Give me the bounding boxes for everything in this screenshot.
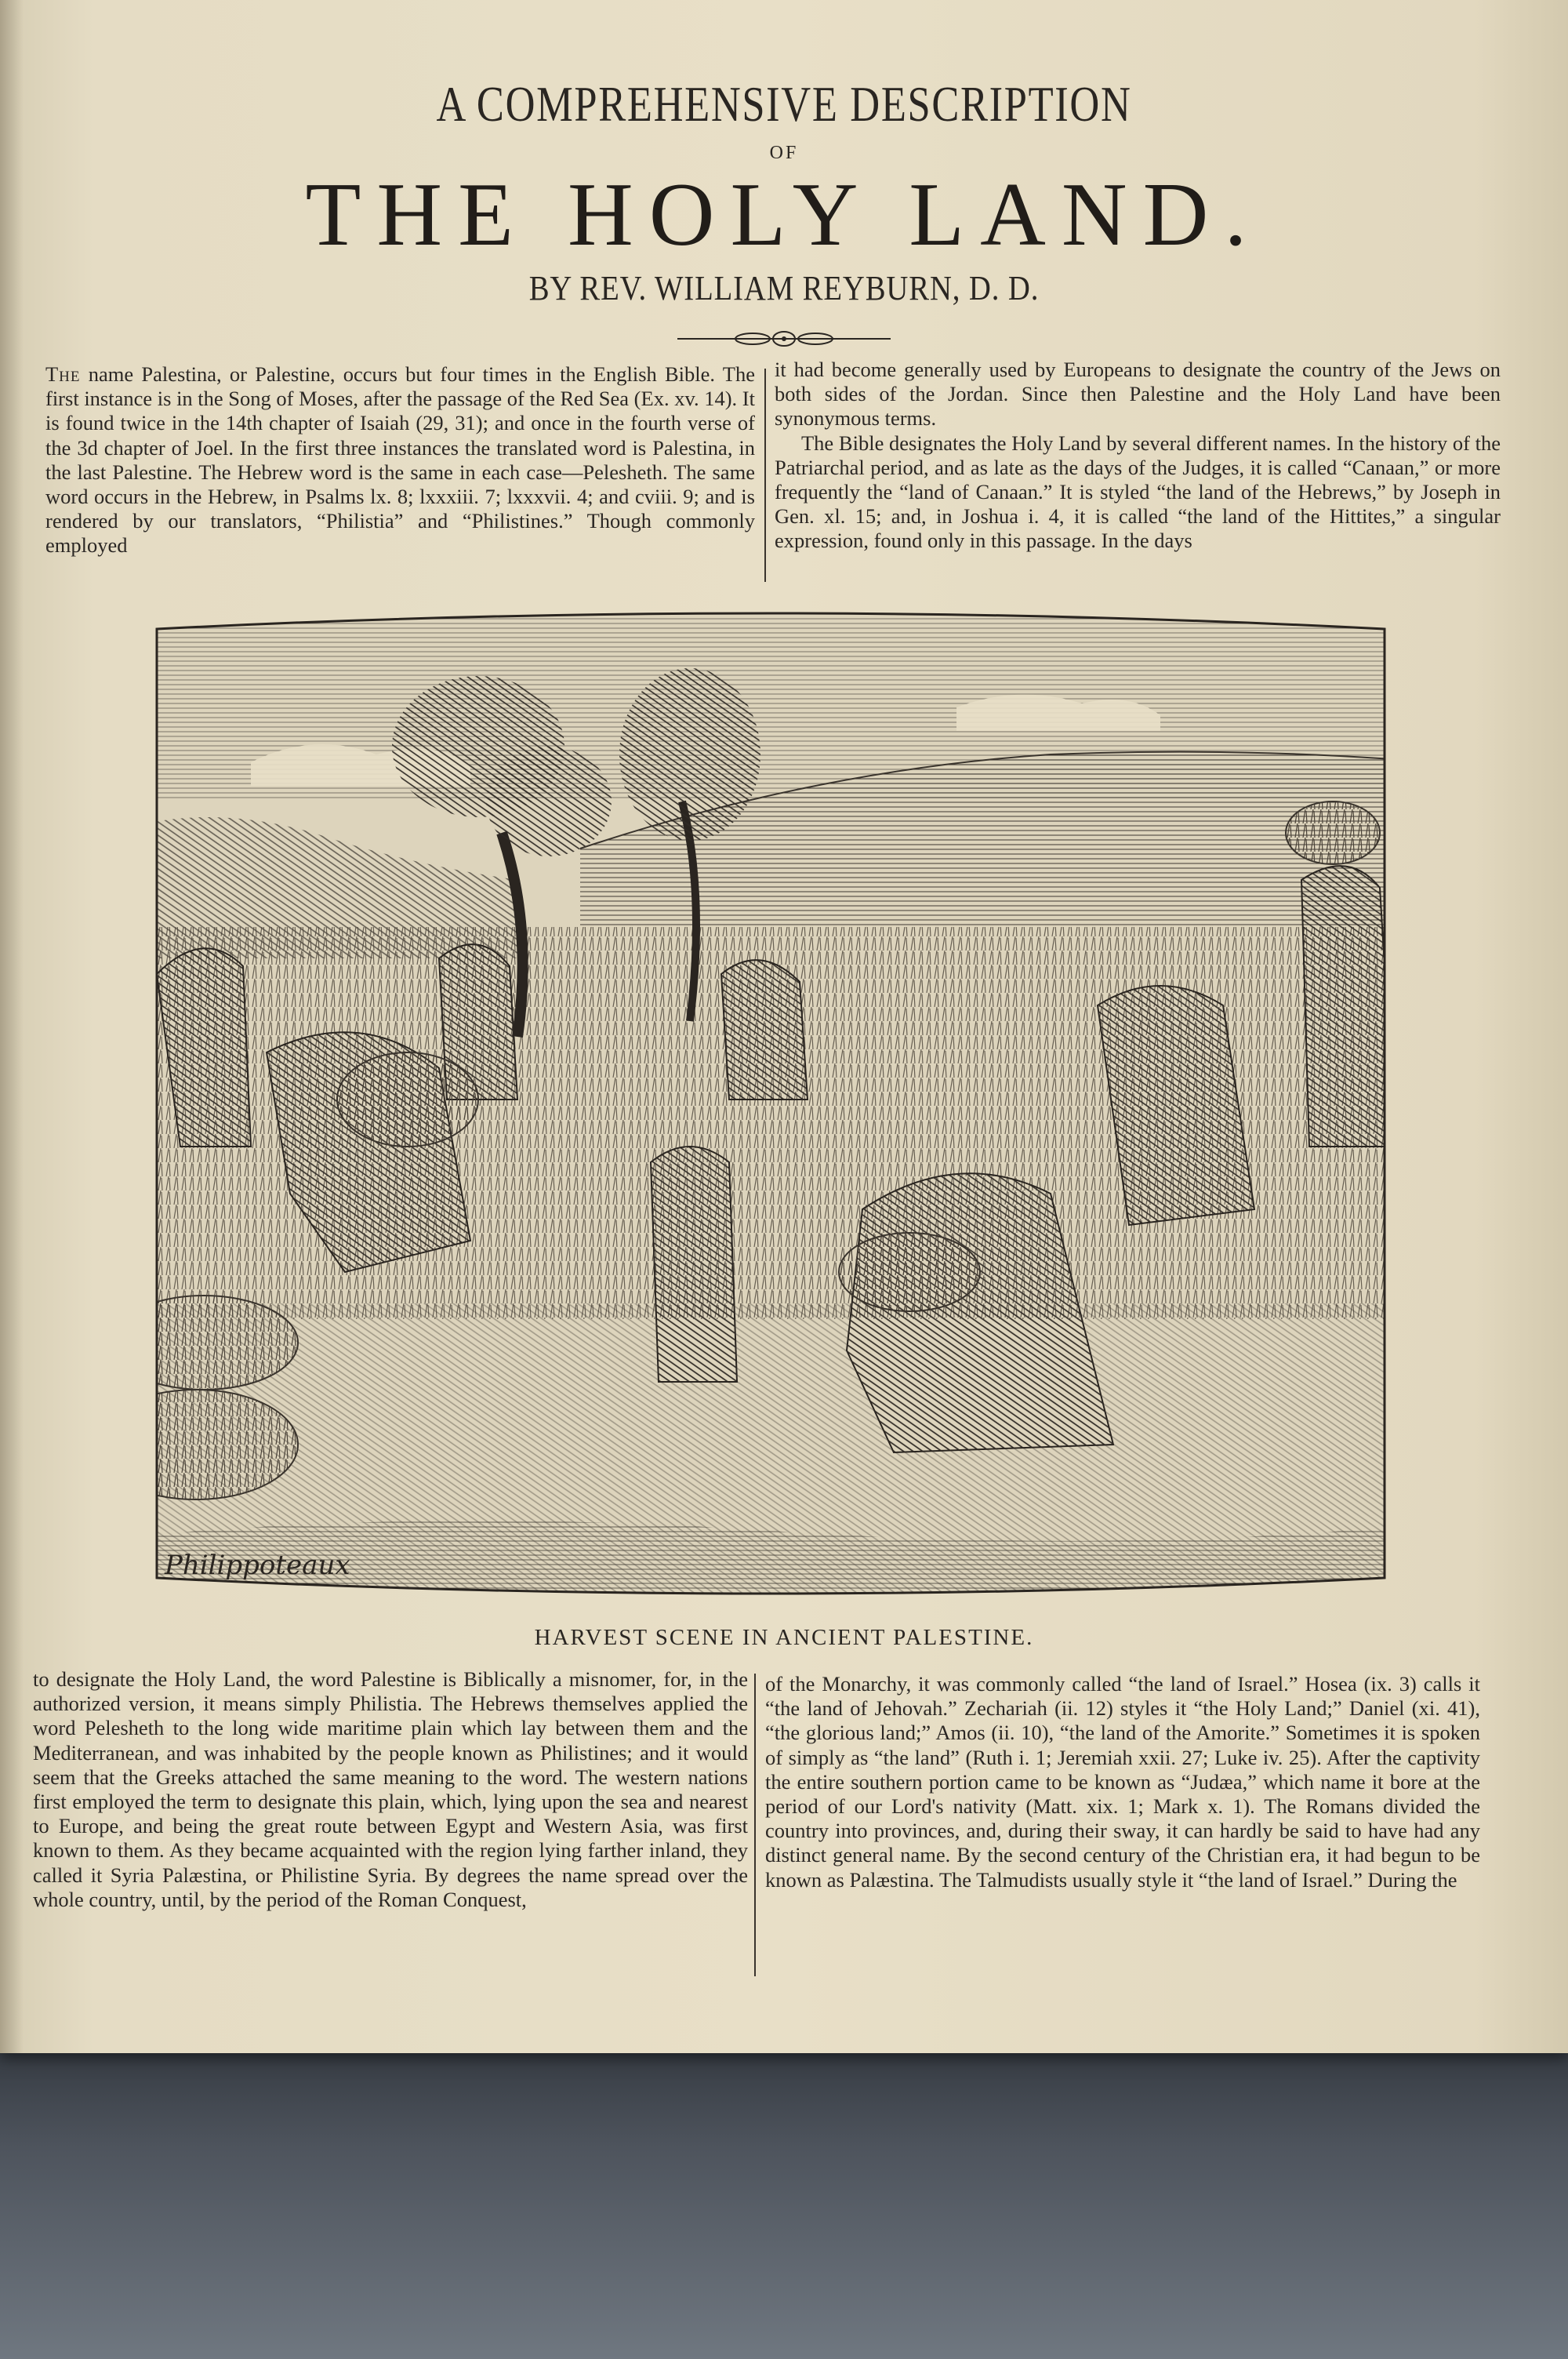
paragraph-text: to designate the Holy Land, the word Palestine is Biblically a misnomer, for, in the authorized version, it means simply Philistia. The Hebrews themselves applied the word Pelesheth to the long wide maritime plain which lay between them and the Mediterranean, and was inhabited by the people known as Philistines; and it would seem that the Greeks attached the same meaning to the word. The western nations first employed the term to designate this plain, which, lying upon the sea and nearest to Europe, and being the great route between Egypt and Western Asia, was first known to them. As they became acquainted with the region lying farther inland, they called it Syria Palæstina, or Philistine Syria. By degrees the name spread over the whole country, until, by the period of the Roman Conquest, xyxy=(33,1667,748,1911)
background-surface xyxy=(0,2008,1568,2359)
article-column-bottom-right xyxy=(765,1672,1480,1892)
illustration-caption: HARVEST SCENE IN ANCIENT PALESTINE. xyxy=(534,1625,1034,1650)
paragraph-text: it had become generally used by Europeans to designate the country of the Jews on both sides of the Jordan. Since then Palestine and the Holy Land have been synonymous terms. xyxy=(775,358,1501,431)
article-column-top-right xyxy=(775,358,1501,554)
paragraph-text: The Bible designates the Holy Land by several different names. In the history of the Patriarchal period, and as late as the days of the Judges, it is called “Canaan,” or more frequently the “land of Canaan.” It is styled “the land of the Hebrews,” by Joseph in Gen. xl. 15; and, in Joshua i. 4, it is called “the land of the Hittites,” a singular expression, found only in this passage. In the days xyxy=(775,431,1501,553)
header-line: A COMPREHENSIVE DESCRIPTION xyxy=(436,76,1132,132)
paragraph-text: name Palestina, or Palestine, occurs but four times in the English Bible. The first instance is in the Song of Moses, after the passage of the Red Sea (Ex. xv. 14). It is found twice in the 14th chapter of Isaiah (29, 31); and once in the fourth verse of the 3d chapter of Joel. In the first three instances the translated word is Palestina, in the last Palestine. The Hebrew word is the same in each case—Pelesheth. The same word occurs in the Hebrew, in Psalms lx. 8; lxxxiii. 7; lxxxvii. 4; and cviii. 9; and is rendered by our translators, “Philistia” and “Philistines.” Though commonly employed xyxy=(45,362,755,558)
column-rule-top xyxy=(764,369,766,582)
artist-signature: Philippoteaux xyxy=(165,1550,350,1581)
article-column-top-left xyxy=(45,362,755,558)
author-line: BY REV. WILLIAM REYBURN, D. D. xyxy=(528,269,1040,307)
header-of: OF xyxy=(769,143,799,163)
dropcap-word: The xyxy=(45,362,81,386)
harvest-illustration xyxy=(110,598,1432,1609)
article-column-bottom-left xyxy=(33,1667,748,1912)
paragraph-text: of the Monarchy, it was commonly called “the land of Israel.” Hosea (ix. 3) calls it “the land of Jehovah.” Zechariah (ii. 12) styles it “the Holy Land;” Daniel (xi. 41), “the glorious land;” Amos (ii. 10), “the land of the Amorite.” Sometimes it is spoken of simply as “the land” (Ruth i. 1; Jeremiah xxii. 27; Luke iv. 25). After the captivity the entire southern portion came to be known as “Judæa,” which name it bore at the period of our Lord's nativity (Matt. xix. 1; Mark x. 1). The Romans divided the country into provinces, and, during their sway, it can hardly be said to have had any distinct general name. By the second century of the Christian era, it had begun to be known as Palæstina. The Talmudists usually style it “the land of Israel.” During the xyxy=(765,1672,1480,1892)
ornament-divider xyxy=(674,328,894,350)
page-title: THE HOLY LAND. xyxy=(305,165,1263,265)
column-rule-bottom xyxy=(754,1674,756,1976)
